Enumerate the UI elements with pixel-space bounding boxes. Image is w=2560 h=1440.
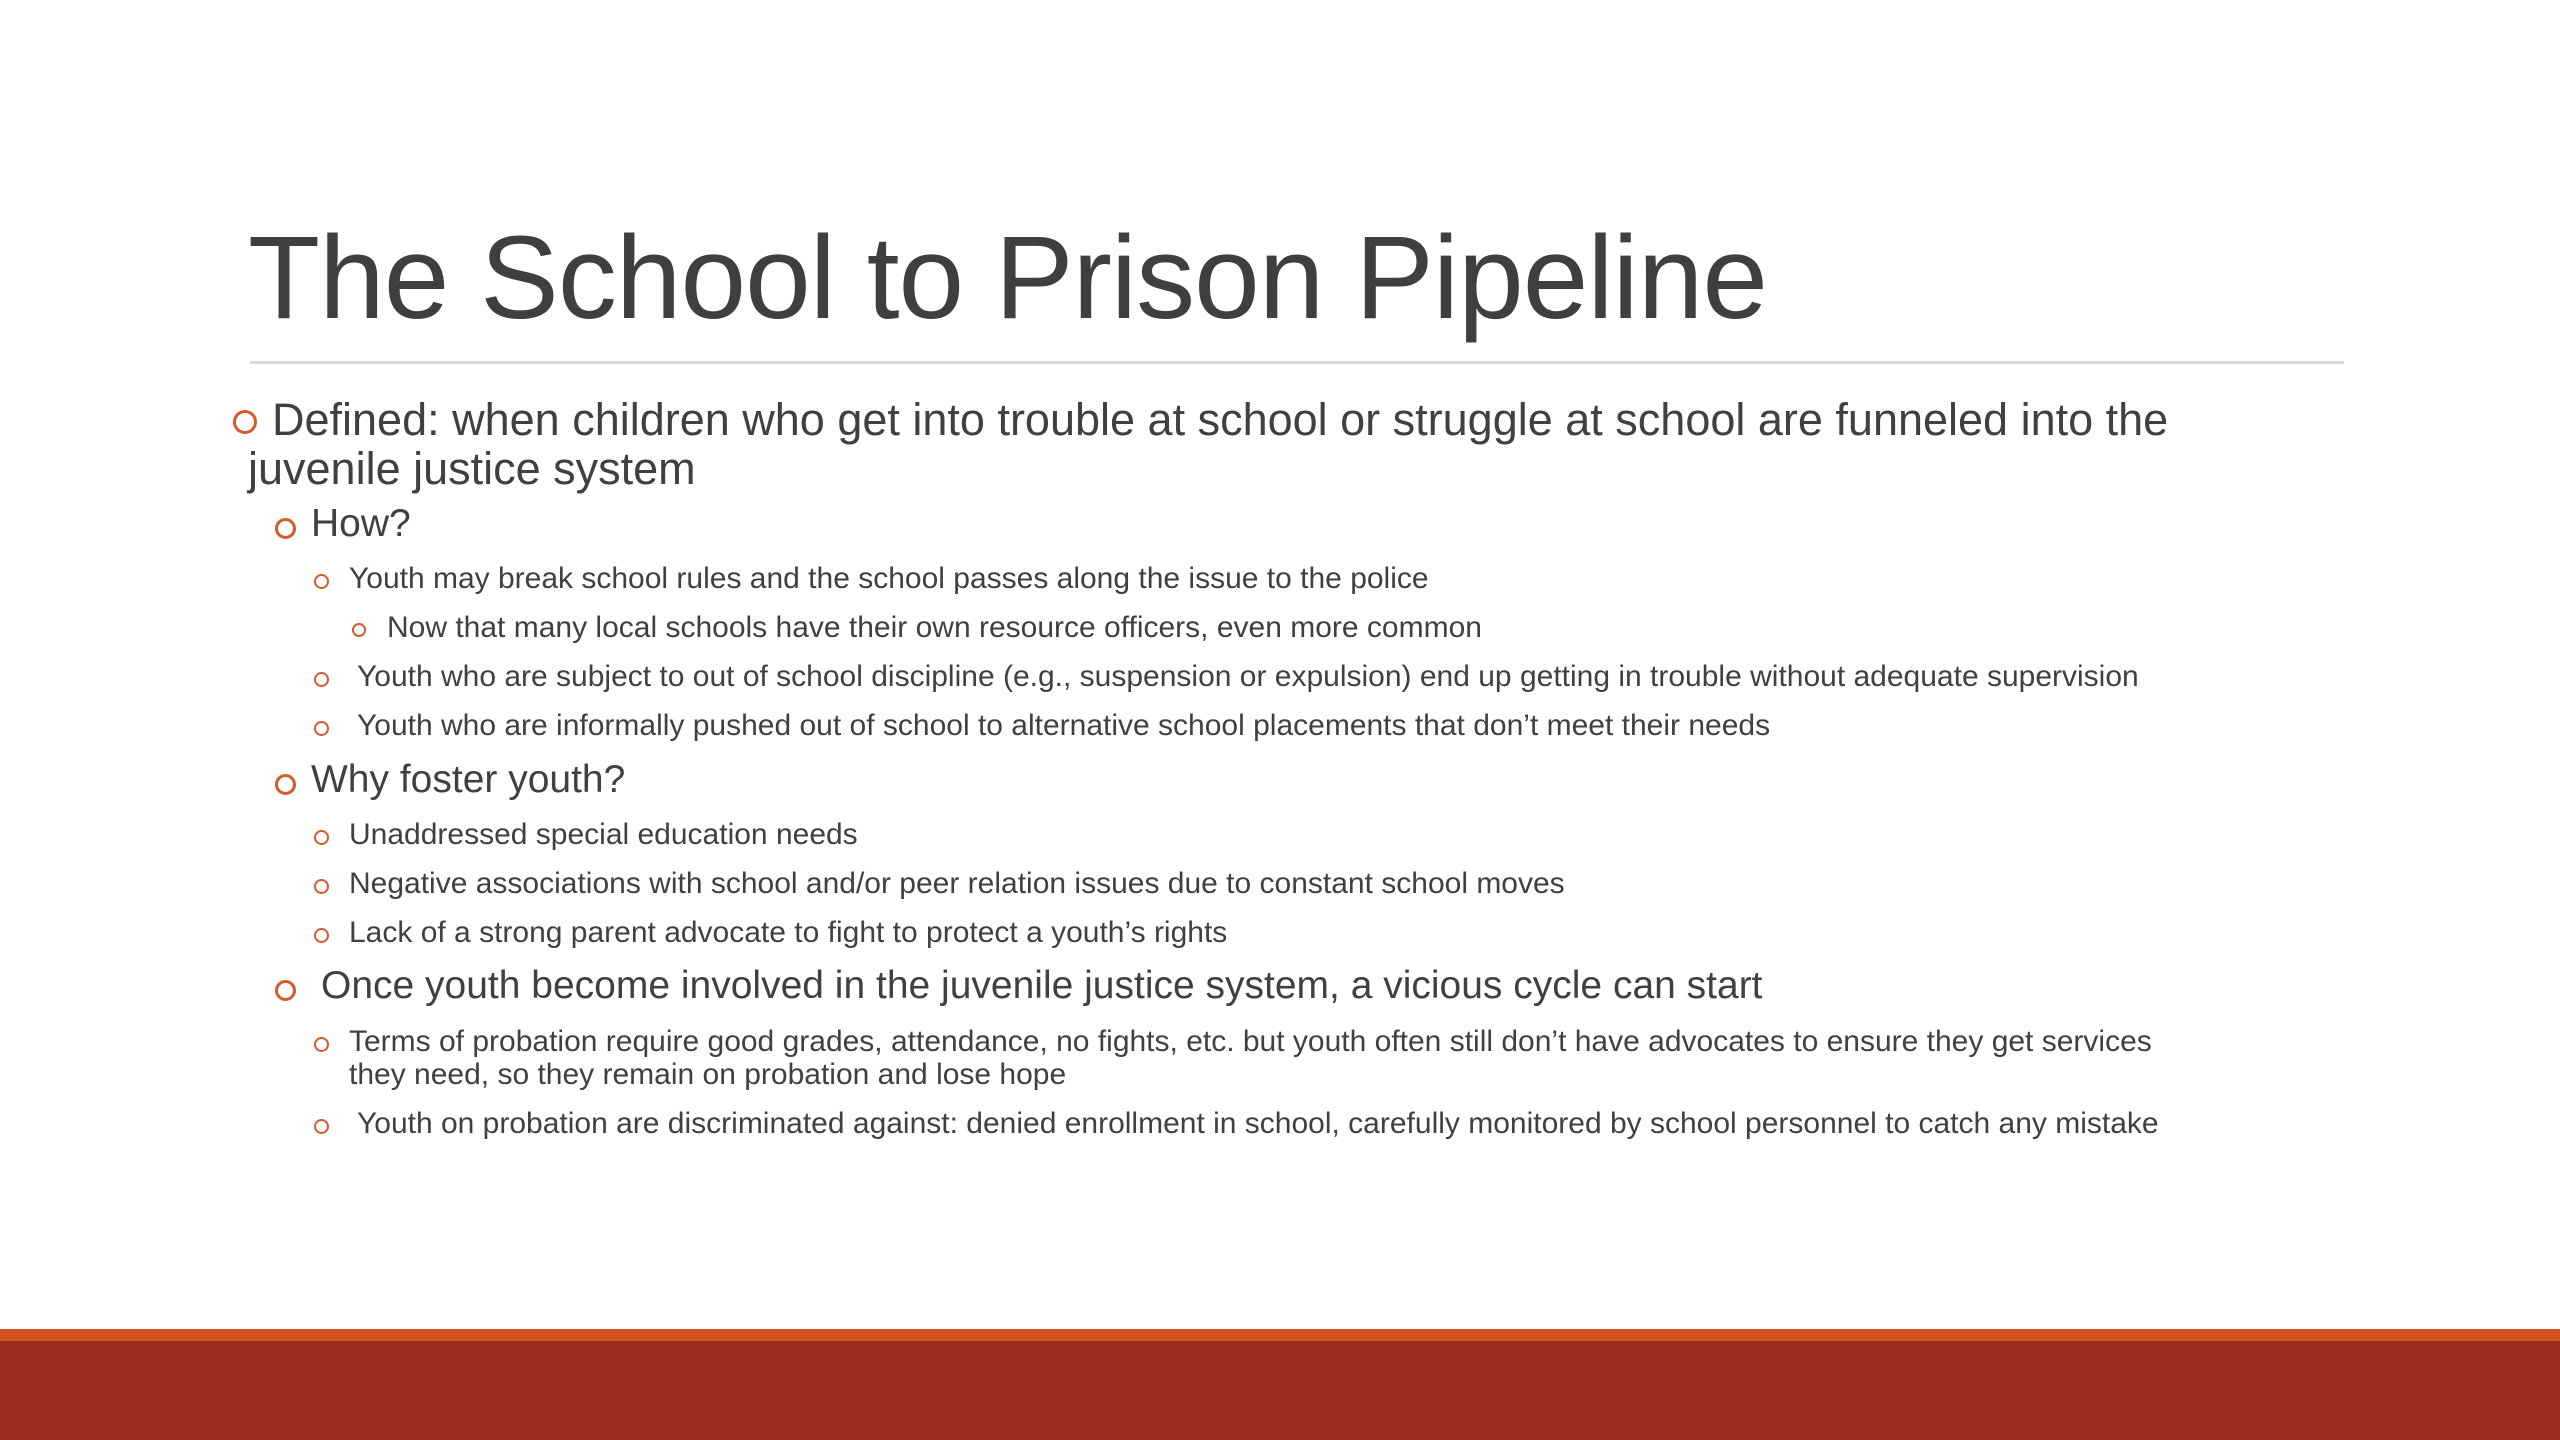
footer-accent-stripe xyxy=(0,1329,2560,1341)
bullet-text: Youth may break school rules and the school passes along the issue to the police xyxy=(349,562,1429,595)
bullet-text: Youth who are informally pushed out of school to alternative school placements that don’t meet their needs xyxy=(357,709,1771,742)
bullet-text-continuation: they need, so they remain on probation and lose hope xyxy=(349,1058,1067,1091)
circle-bullet-icon xyxy=(314,721,329,736)
circle-bullet-icon xyxy=(314,672,329,687)
circle-bullet-icon xyxy=(352,623,366,637)
circle-bullet-icon xyxy=(314,830,329,845)
bullet-text-continuation: juvenile justice system xyxy=(248,443,696,494)
circle-bullet-icon xyxy=(275,518,296,539)
bullet-text: Once youth become involved in the juvenile justice system, a vicious cycle can start xyxy=(321,964,1763,1007)
circle-bullet-icon xyxy=(314,574,329,589)
bullet-text: How? xyxy=(311,502,411,545)
circle-bullet-icon xyxy=(233,410,257,434)
footer-bar xyxy=(0,1341,2560,1440)
title-divider xyxy=(250,361,2344,364)
bullet-text: Lack of a strong parent advocate to fight to protect a youth’s rights xyxy=(349,916,1228,949)
bullet-text: Youth who are subject to out of school discipline (e.g., suspension or expulsion) end up getting in trouble without adequate supervision xyxy=(357,660,2139,693)
bullet-text: Negative associations with school and/or peer relation issues due to constant school moves xyxy=(349,867,1565,900)
bullet-text: Terms of probation require good grades, attendance, no fights, etc. but youth often still don’t have advocates to ensure they get services xyxy=(349,1025,2152,1058)
bullet-text: Defined: when children who get into trouble at school or struggle at school are funneled into the xyxy=(272,394,2169,445)
bullet-text: Why foster youth? xyxy=(311,758,626,801)
circle-bullet-icon xyxy=(314,1119,329,1134)
bullet-text: Youth on probation are discriminated against: denied enrollment in school, carefully monitored by school personnel to catch any mistake xyxy=(357,1107,2159,1140)
circle-bullet-icon xyxy=(314,1037,329,1052)
circle-bullet-icon xyxy=(314,879,329,894)
bullet-text: Now that many local schools have their own resource officers, even more common xyxy=(387,611,1482,644)
slide-title: The School to Prison Pipeline xyxy=(248,212,1768,344)
circle-bullet-icon xyxy=(275,980,296,1001)
circle-bullet-icon xyxy=(314,928,329,943)
circle-bullet-icon xyxy=(275,774,296,795)
bullet-text: Unaddressed special education needs xyxy=(349,818,858,851)
